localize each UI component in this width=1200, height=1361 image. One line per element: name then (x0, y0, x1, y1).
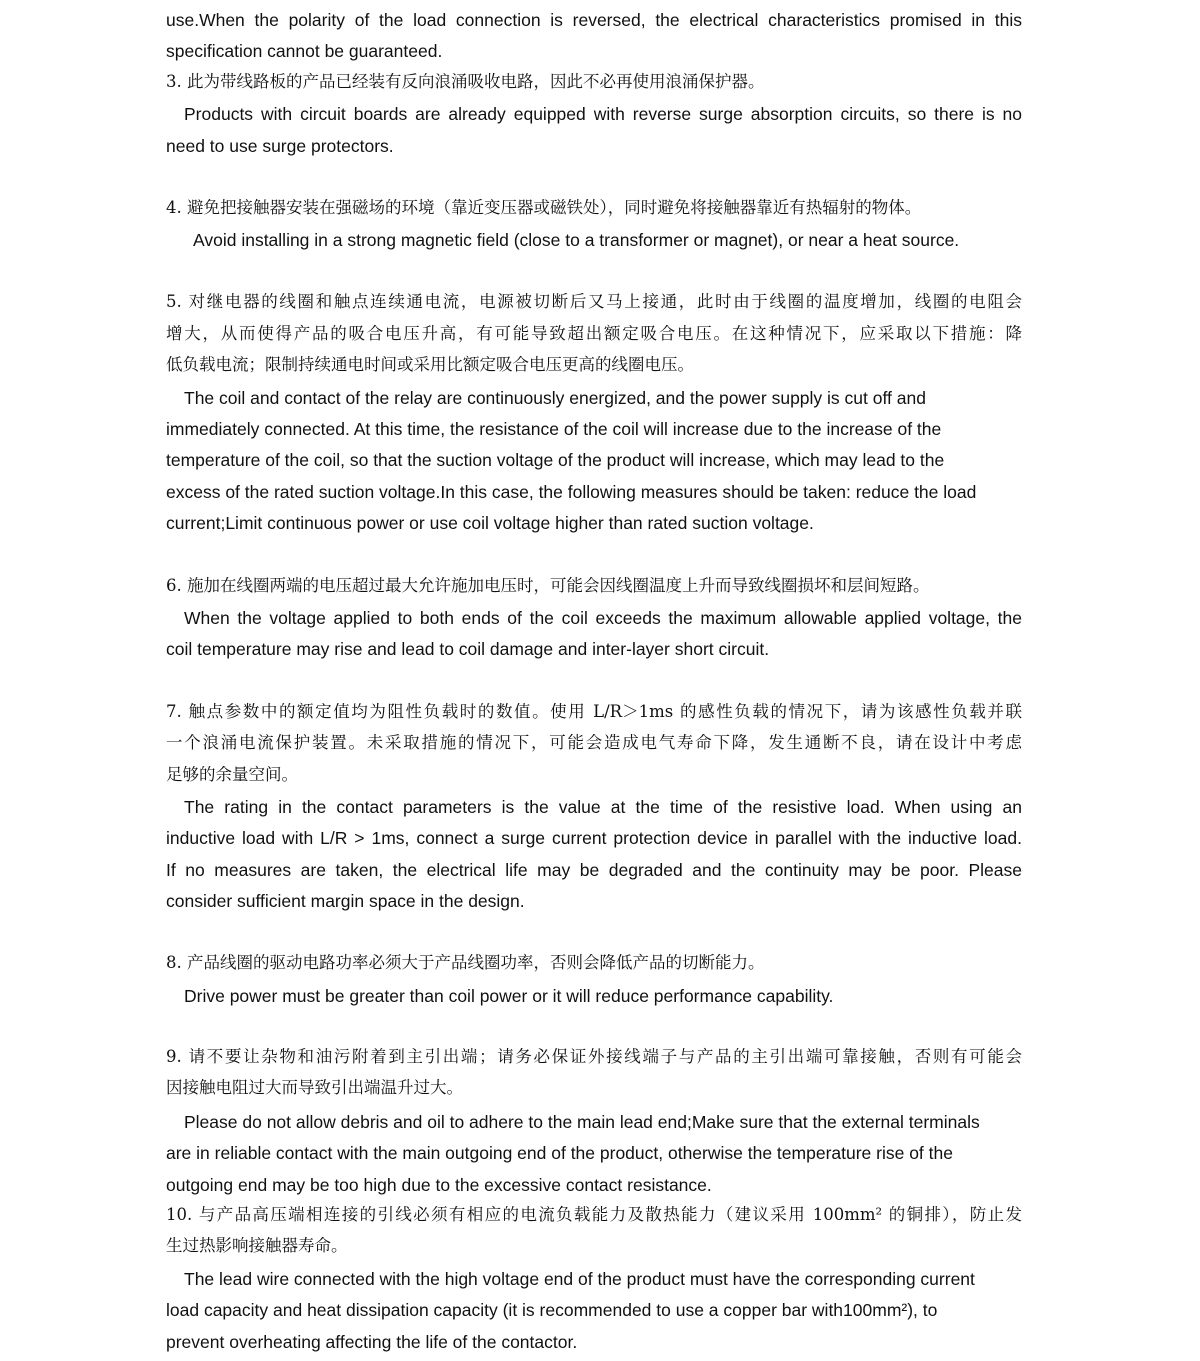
note-4-zh: 4. 避免把接触器安装在强磁场的环境（靠近变压器或磁铁处），同时避免将接触器靠近有热辐射的物体。 (166, 198, 922, 217)
note-6-zh: 6. 施加在线圈两端的电压超过最大允许施加电压时，可能会因线圈温度上升而导致线圈损坏和层间短路。 (166, 576, 930, 595)
text-line: are in reliable contact with the main outgoing end of the product, otherwise the temperature rise of the (166, 1143, 953, 1163)
text-line: temperature of the coil, so that the suction voltage of the product will increase, which may lead to the (166, 450, 945, 470)
text-line: immediately connected. At this time, the resistance of the coil will increase due to the increase of the (166, 419, 942, 439)
text-line: consider sufficient margin space in the design. (166, 891, 525, 911)
note-5-zh: 5. 对继电器的线圈和触点连续通电流，电源被切断后又马上接通，此时由于线圈的温度增加，线圈的电阻会 (166, 292, 1022, 311)
text-line: 足够的余量空间。 (166, 765, 298, 784)
note-4-en: Avoid installing in a strong magnetic field (close to a transformer or magnet), or near a heat source. (193, 230, 960, 250)
note-9-en: Please do not allow debris and oil to adhere to the main lead end;Make sure that the external terminals (184, 1112, 980, 1132)
note-8-zh: 8. 产品线圈的驱动电路功率必须大于产品线圈功率，否则会降低产品的切断能力。 (166, 953, 765, 972)
note-10-zh: 10. 与产品高压端相连接的引线必须有相应的电流负载能力及散热能力（建议采用 100mm² 的铜排），防止发 (166, 1205, 1022, 1224)
note-3-zh: 3. 此为带线路板的产品已经装有反向浪涌吸收电路，因此不必再使用浪涌保护器。 (166, 72, 765, 91)
text-line: 因接触电阻过大而导致引出端温升过大。 (166, 1078, 463, 1097)
text-line: specification cannot be guaranteed. (166, 41, 443, 61)
note-10-en: The lead wire connected with the high voltage end of the product must have the corresponding current (184, 1269, 975, 1289)
text-line: 生过热影响接触器寿命。 (166, 1236, 348, 1255)
text-line: 增大，从而使得产品的吸合电压升高，有可能导致超出额定吸合电压。在这种情况下，应采取以下措施：降 (166, 324, 1022, 343)
text-line: load capacity and heat dissipation capacity (it is recommended to use a copper bar with100mm²), to (166, 1300, 938, 1320)
text-line: excess of the rated suction voltage.In this case, the following measures should be taken: reduce the load (166, 482, 977, 502)
text-line: If no measures are taken, the electrical life may be degraded and the continuity may be poor. Please (166, 860, 1022, 880)
text-line: use.When the polarity of the load connection is reversed, the electrical characteristics promised in this (166, 10, 1022, 30)
text-line: coil temperature may rise and lead to coil damage and inter-layer short circuit. (166, 639, 770, 659)
text-line: 低负载电流；限制持续通电时间或采用比额定吸合电压更高的线圈电压。 (166, 355, 694, 374)
note-7-en: The rating in the contact parameters is the value at the time of the resistive load. When using an (184, 797, 1022, 817)
text-line: need to use surge protectors. (166, 136, 394, 156)
text-line: outgoing end may be too high due to the excessive contact resistance. (166, 1175, 712, 1195)
note-9-zh: 9. 请不要让杂物和油污附着到主引出端；请务必保证外接线端子与产品的主引出端可靠接触，否则有可能会 (166, 1047, 1022, 1066)
note-3-en: Products with circuit boards are already equipped with reverse surge absorption circuits, so there is no (184, 104, 1022, 124)
text-line: current;Limit continuous power or use coil voltage higher than rated suction voltage. (166, 513, 814, 533)
note-8-en: Drive power must be greater than coil power or it will reduce performance capability. (184, 986, 834, 1006)
text-line: prevent overheating affecting the life of the contactor. (166, 1332, 578, 1352)
note-7-zh: 7. 触点参数中的额定值均为阻性负载时的数值。使用 L/R＞1ms 的感性负载的情况下，请为该感性负载并联 (166, 702, 1022, 721)
note-6-en: When the voltage applied to both ends of the coil exceeds the maximum allowable applied voltage, the (184, 608, 1022, 628)
text-line: inductive load with L/R > 1ms, connect a surge current protection device in parallel with the inductive load. (166, 828, 1022, 848)
note-5-en: The coil and contact of the relay are continuously energized, and the power supply is cut off and (184, 388, 926, 408)
text-line: 一个浪涌电流保护装置。未采取措施的情况下，可能会造成电气寿命下降，发生通断不良，请在设计中考虑 (166, 733, 1022, 752)
